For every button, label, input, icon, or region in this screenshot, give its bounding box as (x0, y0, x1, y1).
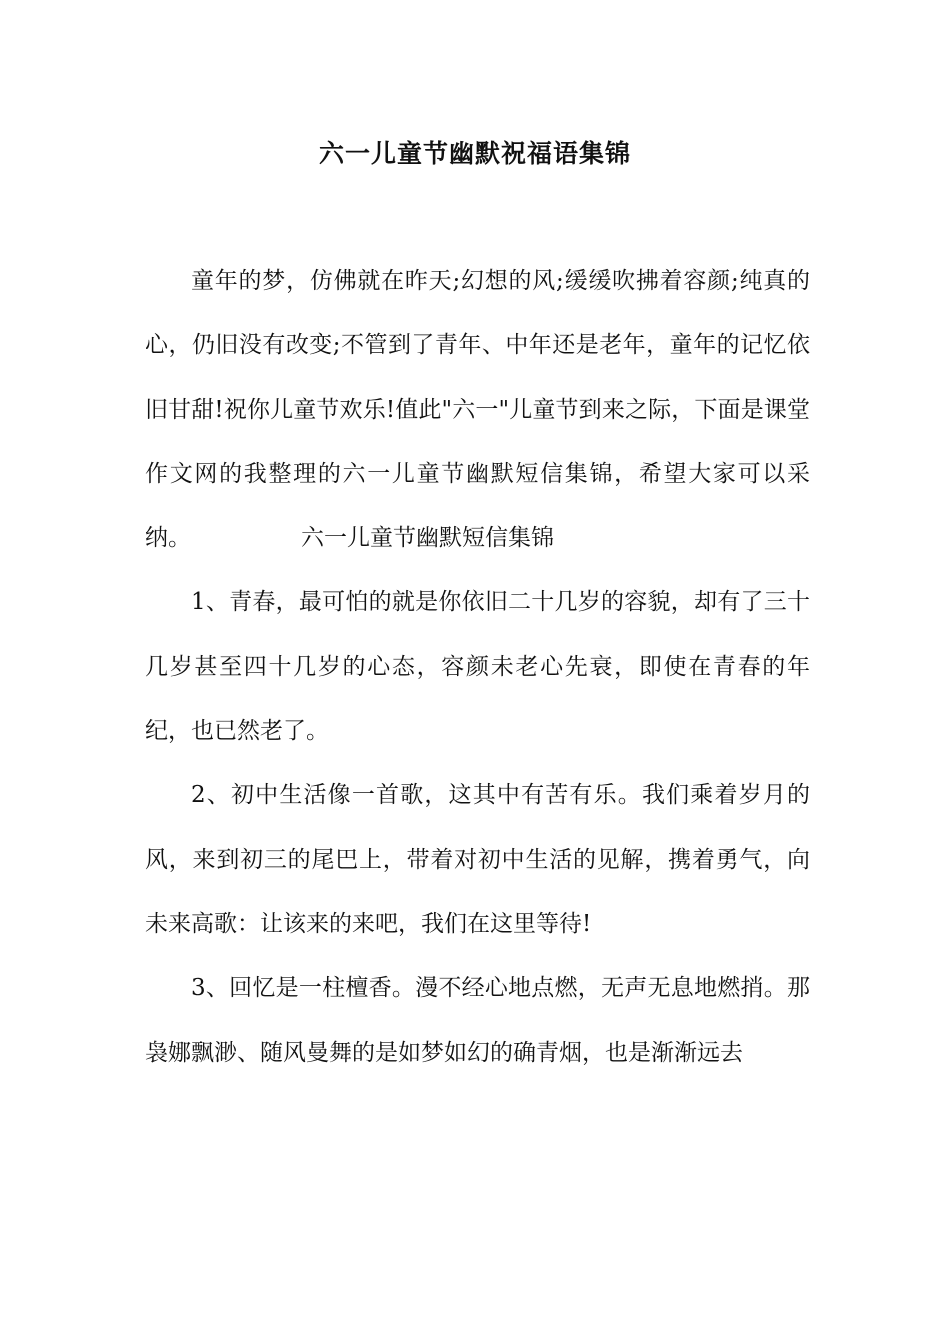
document-title: 六一儿童节幽默祝福语集锦 (318, 139, 631, 168)
intro-paragraph (145, 249, 810, 570)
list-item: 3、回忆是一柱檀香。漫不经心地点燃，无声无息地燃捎。那袅娜飘渺、随风曼舞的是如梦如幻的确青烟，也是渐渐远去 (145, 975, 810, 1066)
intro-text: 童年的梦，仿佛就在昨天;幻想的风;缓缓吹拂着容颜;纯真的心，仍旧没有改变;不管到了青年、中年还是老年，童年的记忆依旧甘甜!祝你儿童节欢乐!值此"六一"儿童节到来之际，下面是课堂作文网的我整理的六一儿童节幽默短信集锦，希望大家可以采纳。 (145, 268, 810, 552)
section-heading: 六一儿童节幽默短信集锦 (301, 525, 554, 552)
list-item: 2、初中生活像一首歌，这其中有苦有乐。我们乘着岁月的风，来到初三的尾巴上，带着对初中生活的见解，携着勇气，向未来高歌：让该来的来吧，我们在这里等待! (145, 782, 810, 937)
list-item: 1、青春，最可怕的就是你依旧二十几岁的容貌，却有了三十几岁甚至四十几岁的心态，容颜未老心先衰，即使在青春的年纪，也已然老了。 (145, 589, 810, 745)
document-body (145, 249, 810, 1085)
